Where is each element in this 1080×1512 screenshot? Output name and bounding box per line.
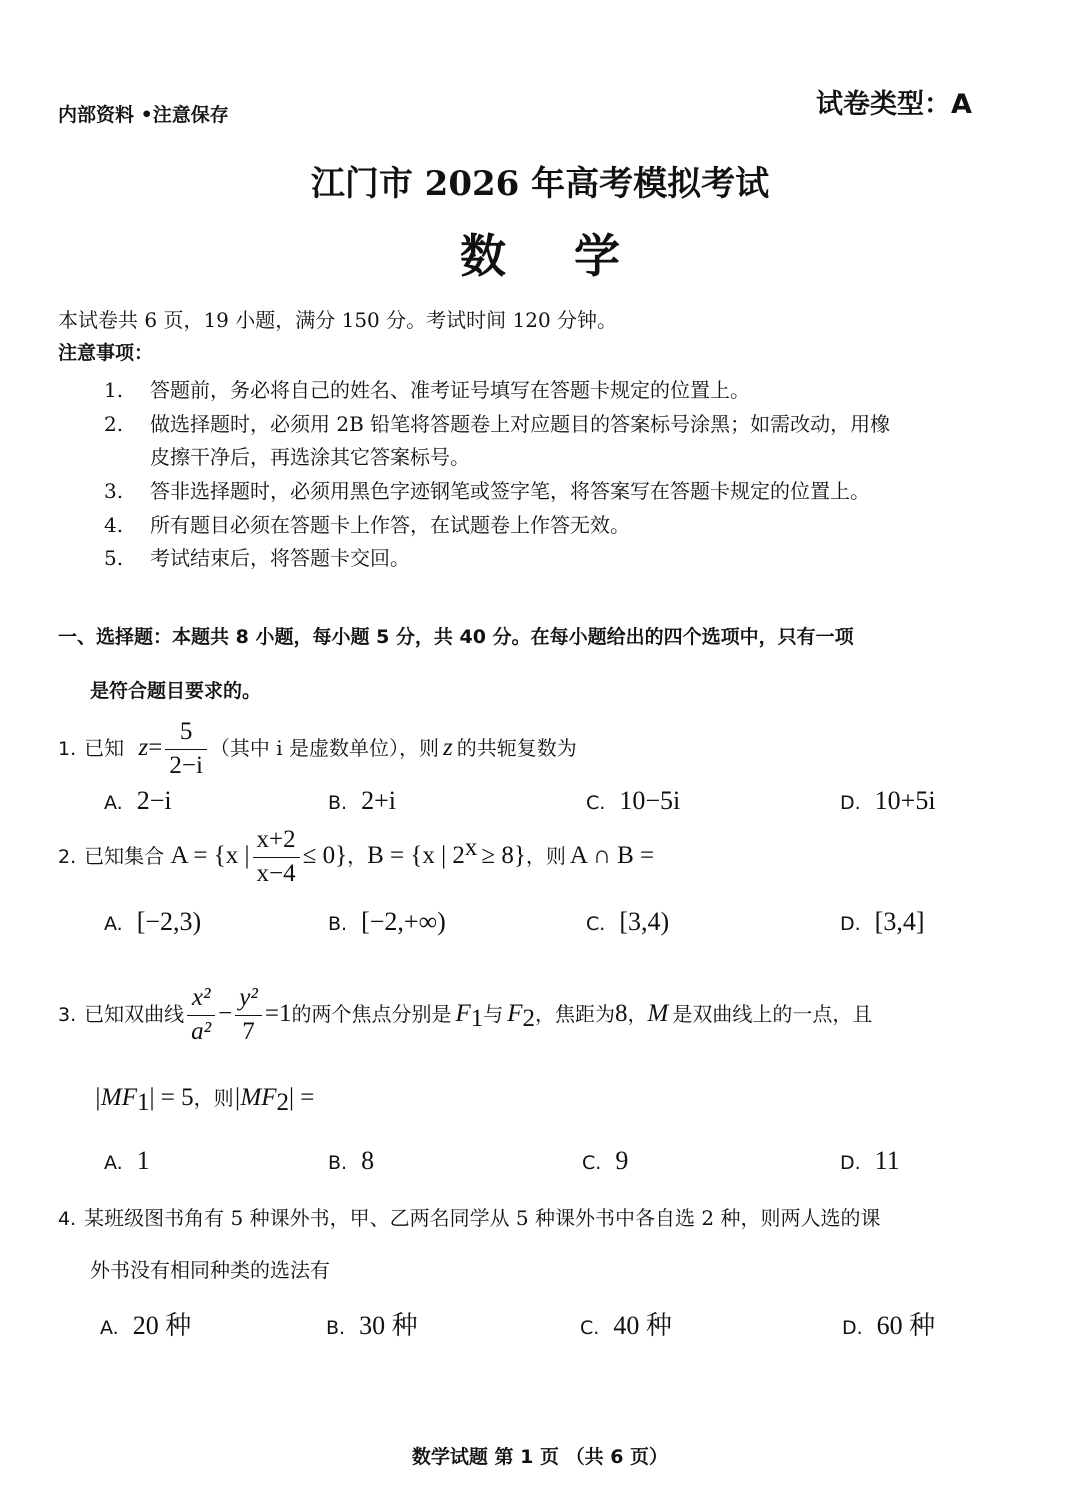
option-value: [−2,3): [136, 907, 202, 936]
question-1: [58, 718, 577, 781]
question-text: ，则: [525, 843, 566, 868]
fraction-denominator: 2−i: [169, 751, 203, 779]
question-text: 已知: [84, 735, 125, 760]
fraction-denominator: a²: [191, 1017, 212, 1045]
set-b-expression: ≥ 8}: [481, 841, 526, 869]
question-text: 与: [483, 1001, 504, 1026]
notice-number: 3.: [104, 479, 124, 503]
exam-intro: 本试卷共 6 页，19 小题，满分 150 分。考试时间 120 分钟。: [58, 308, 618, 332]
option-value: 10−5i: [619, 786, 681, 815]
question-text: ，: [627, 1001, 648, 1026]
question-text: ，焦距为: [535, 1001, 616, 1026]
option-value: 9: [615, 1146, 629, 1175]
confidential-label: 内部资料 •注意保存: [58, 104, 229, 126]
option-b: [328, 907, 446, 937]
notice-item: [104, 542, 410, 571]
option-label: D.: [842, 1317, 863, 1339]
option-c: [582, 1146, 628, 1176]
option-value: 40 种: [613, 1311, 672, 1340]
fraction-numerator: x+2: [253, 826, 300, 858]
variable: z: [138, 733, 149, 761]
option-label: A.: [104, 913, 123, 935]
fraction-numerator: y²: [235, 984, 262, 1016]
option-label: A.: [104, 792, 123, 814]
option-d: [840, 786, 936, 816]
option-b: [328, 786, 396, 816]
option-d: [840, 1146, 900, 1176]
option-value: 8: [361, 1146, 375, 1175]
section-heading: 一、选择题：本题共 8 小题，每小题 5 分，共 40 分。在每小题给出的四个选项中，只有一项: [58, 626, 854, 648]
notice-text: 答题前，务必将自己的姓名、准考证号填写在答题卡规定的位置上。: [150, 378, 750, 402]
focus-f2: F: [507, 999, 523, 1027]
subject-title: 数 学: [459, 229, 646, 283]
notice-number: 2.: [104, 412, 124, 436]
notice-number: 4.: [104, 513, 124, 537]
option-c: [580, 1305, 672, 1342]
option-c: [586, 907, 669, 937]
subscript: 2: [276, 1089, 290, 1116]
notice-item: [104, 509, 630, 538]
fraction: [187, 984, 215, 1047]
option-value: [3,4]: [874, 907, 925, 936]
option-a: [104, 907, 201, 937]
exponent: x: [464, 834, 478, 862]
question-4: [58, 1202, 880, 1231]
option-label: B.: [326, 1317, 346, 1339]
notice-item-continuation: [150, 441, 470, 470]
notice-text: 皮擦干净后，再选涂其它答案标号。: [150, 445, 470, 469]
question-text: 的共轭复数为: [456, 735, 577, 760]
fraction-numerator: 5: [165, 718, 207, 750]
question-text: ，: [347, 843, 368, 868]
option-value: [3,4): [619, 907, 670, 936]
option-value: 20 种: [132, 1311, 192, 1340]
option-label: B.: [328, 792, 348, 814]
question-2: [58, 826, 654, 889]
distance-mf2: |MF: [233, 1084, 277, 1111]
equals-sign: =: [148, 733, 163, 761]
notice-item: [104, 475, 870, 504]
notice-number: 1.: [104, 378, 124, 402]
section-heading-continuation: 是符合题目要求的。: [90, 680, 262, 702]
option-label: C.: [580, 1317, 600, 1339]
question-text: ，则: [193, 1086, 234, 1110]
option-label: A.: [100, 1317, 119, 1339]
exam-title: 江门市 2026 年高考模拟考试: [310, 164, 770, 204]
page-footer: 数学试题 第 1 页 （共 6 页）: [411, 1446, 669, 1468]
question-text: 外书没有相同种类的选法有: [90, 1258, 330, 1282]
question-3-continuation: [94, 1082, 314, 1117]
fraction: [235, 984, 262, 1047]
focal-length: 8: [615, 999, 628, 1027]
fraction-denominator: 7: [242, 1017, 255, 1045]
question-3: [58, 984, 872, 1047]
fraction: [165, 718, 207, 781]
fraction: [253, 826, 300, 889]
intersection-expression: A ∩ B =: [569, 841, 655, 869]
subscript: 1: [470, 1004, 484, 1032]
option-value: 60 种: [876, 1311, 936, 1340]
distance-mf1-value: | = 5: [149, 1084, 194, 1111]
question-text: 已知集合: [84, 843, 165, 868]
question-number: 1.: [58, 737, 77, 760]
set-b-expression: B = {x | 2: [367, 841, 465, 869]
option-label: D.: [840, 913, 861, 935]
paper-type-label: 试卷类型：A: [816, 89, 972, 120]
option-value: 2+i: [361, 786, 396, 815]
option-value: 10+5i: [874, 786, 936, 815]
option-b: [326, 1305, 418, 1342]
option-label: C.: [582, 1152, 602, 1174]
option-value: 1: [136, 1146, 150, 1175]
question-text: 是双曲线上的一点，且: [672, 1001, 873, 1026]
question-text: 某班级图书角有 5 种课外书，甲、乙两名同学从 5 种课外书中各自选 2 种，则两人选的课: [84, 1206, 881, 1230]
notice-heading: 注意事项：: [58, 342, 154, 364]
fraction-denominator: x−4: [256, 859, 296, 887]
set-a-expression: A = {x |: [170, 841, 250, 869]
notice-text: 做选择题时，必须用 2B 铅笔将答题卷上对应题目的答案标号涂黑；如需改动，用橡: [150, 412, 891, 436]
option-label: D.: [840, 1152, 861, 1174]
question-text: 的两个焦点分别是: [291, 1001, 452, 1026]
subscript: 2: [522, 1004, 536, 1032]
point-m: M: [647, 999, 669, 1027]
option-a: [104, 786, 172, 816]
option-d: [842, 1305, 935, 1342]
notice-number: 5.: [104, 546, 124, 570]
focus-f1: F: [455, 999, 471, 1027]
fraction-numerator: x²: [187, 984, 215, 1016]
distance-mf1: |MF: [94, 1084, 137, 1111]
option-c: [586, 786, 680, 816]
notice-text: 考试结束后，将答题卡交回。: [150, 546, 410, 570]
question-number: 3.: [58, 1003, 77, 1026]
option-value: [−2,+∞): [361, 907, 446, 936]
option-d: [840, 907, 925, 937]
option-a: [100, 1305, 191, 1342]
option-value: 11: [874, 1146, 900, 1175]
option-value: 2−i: [136, 786, 172, 815]
notice-text: 所有题目必须在答题卡上作答，在试题卷上作答无效。: [150, 513, 630, 537]
subscript: 1: [136, 1089, 150, 1116]
equals-one: =1: [264, 999, 292, 1027]
notice-item: [104, 374, 750, 403]
question-text: （其中 i 是虚数单位），则: [209, 735, 440, 760]
option-a: [104, 1146, 150, 1176]
variable: z: [443, 733, 453, 761]
question-4-continuation: [90, 1254, 330, 1283]
set-a-expression: ≤ 0}: [302, 841, 348, 869]
question-number: 4.: [58, 1208, 77, 1230]
option-label: C.: [586, 792, 606, 814]
option-value: 30 种: [359, 1311, 418, 1340]
notice-item: [104, 408, 890, 437]
minus-sign: −: [218, 999, 233, 1027]
notice-text: 答非选择题时，必须用黑色字迹钢笔或签字笔，将答案写在答题卡规定的位置上。: [150, 479, 870, 503]
option-label: A.: [104, 1152, 123, 1174]
option-label: B.: [328, 913, 348, 935]
option-b: [328, 1146, 374, 1176]
question-number: 2.: [58, 845, 77, 868]
option-label: C.: [586, 913, 606, 935]
question-text: 已知双曲线: [84, 1001, 185, 1026]
option-label: B.: [328, 1152, 348, 1174]
distance-mf2-query: | =: [289, 1084, 315, 1111]
option-label: D.: [840, 792, 861, 814]
